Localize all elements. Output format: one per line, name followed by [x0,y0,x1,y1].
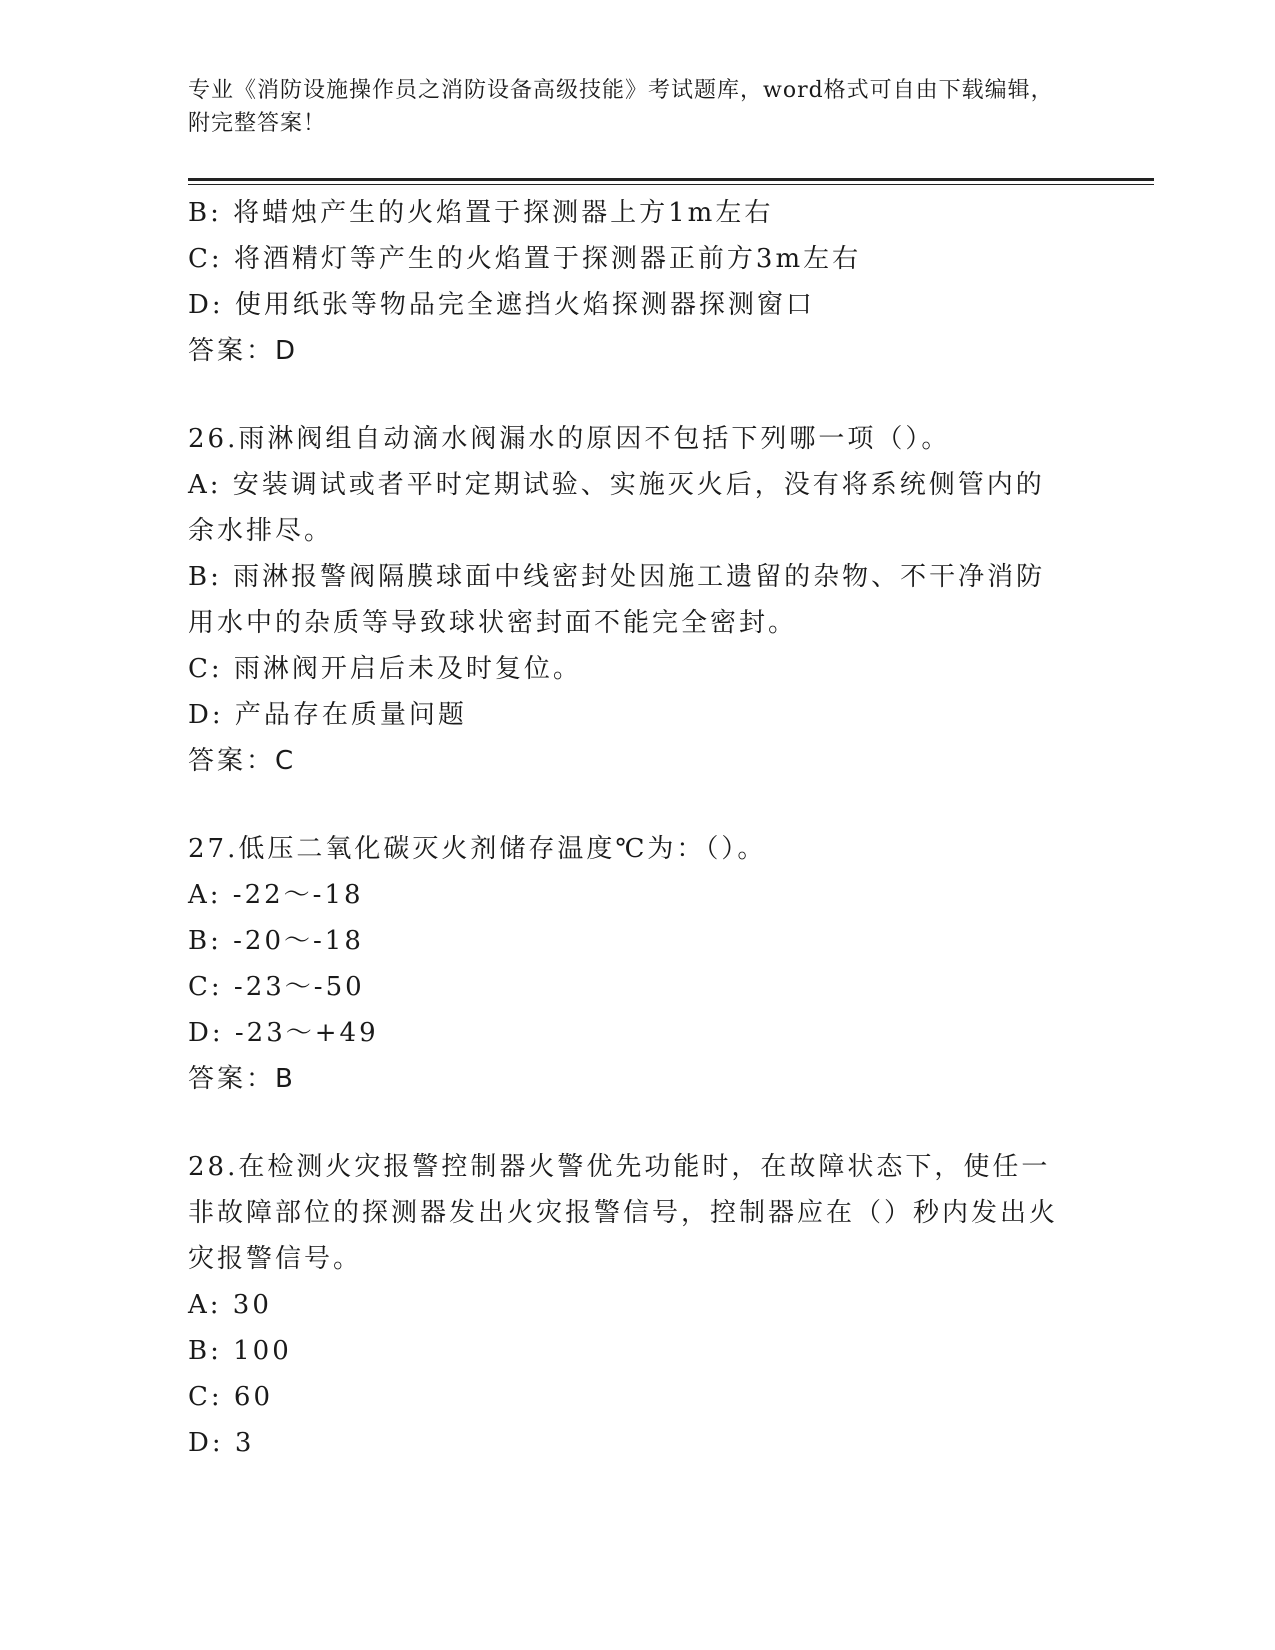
option-a: A: 安装调试或者平时定期试验、实施灭火后，没有将系统侧管内的余水排尽。 [188,470,1045,546]
option-d: D: 产品存在质量问题 [188,700,467,730]
document-header: 专业《消防设施操作员之消防设备高级技能》考试题库，word格式可自由下载编辑，附完整答案！ [188,78,1054,136]
option-c: C: 60 [188,1382,274,1412]
option-c: C: 雨淋阀开启后未及时复位。 [188,654,582,684]
option-c: C: -23～-50 [188,972,365,1002]
answer-value: D [275,336,297,366]
option-b: B: -20～-18 [188,926,364,956]
option-a: A: 30 [188,1290,272,1320]
option-c: C: 将酒精灯等产生的火焰置于探测器正前方3m左右 [188,244,862,274]
answer-label: 答案： [188,1064,276,1094]
option-a: A: -22～-18 [188,880,364,910]
question-stem: 27.低压二氧化碳灭火剂储存温度℃为：（）。 [188,834,767,864]
option-d: D: 使用纸张等物品完全遮挡火焰探测器探测窗口 [188,290,815,320]
header-divider-thin [188,184,1154,185]
question-28 [188,1144,1068,1466]
question-25-continued [188,190,1068,374]
answer-line [188,738,1068,784]
header-divider-thick [188,178,1154,181]
option-b: B: 雨淋报警阀隔膜球面中线密封处因施工遗留的杂物、不干净消防用水中的杂质等导致球状密封面不能完全密封。 [188,562,1046,638]
answer-label: 答案： [188,336,276,366]
question-stem: 28.在检测火灾报警控制器火警优先功能时，在故障状态下，使任一非故障部位的探测器发出火灾报警信号，控制器应在（）秒内发出火灾报警信号。 [188,1152,1059,1274]
answer-line [188,1056,1068,1102]
answer-value: C [275,746,295,776]
option-b: B: 将蜡烛产生的火焰置于探测器上方1m左右 [188,198,774,228]
question-list [188,190,1068,1466]
question-stem: 26.雨淋阀组自动滴水阀漏水的原因不包括下列哪一项（）。 [188,424,951,454]
question-26 [188,416,1068,784]
answer-line [188,328,1068,374]
option-b: B: 100 [188,1336,292,1366]
option-d: D: -23～+49 [188,1018,379,1048]
answer-label: 答案： [188,746,276,776]
question-27 [188,826,1068,1102]
option-d: D: 3 [188,1428,255,1458]
answer-value: B [275,1064,294,1094]
